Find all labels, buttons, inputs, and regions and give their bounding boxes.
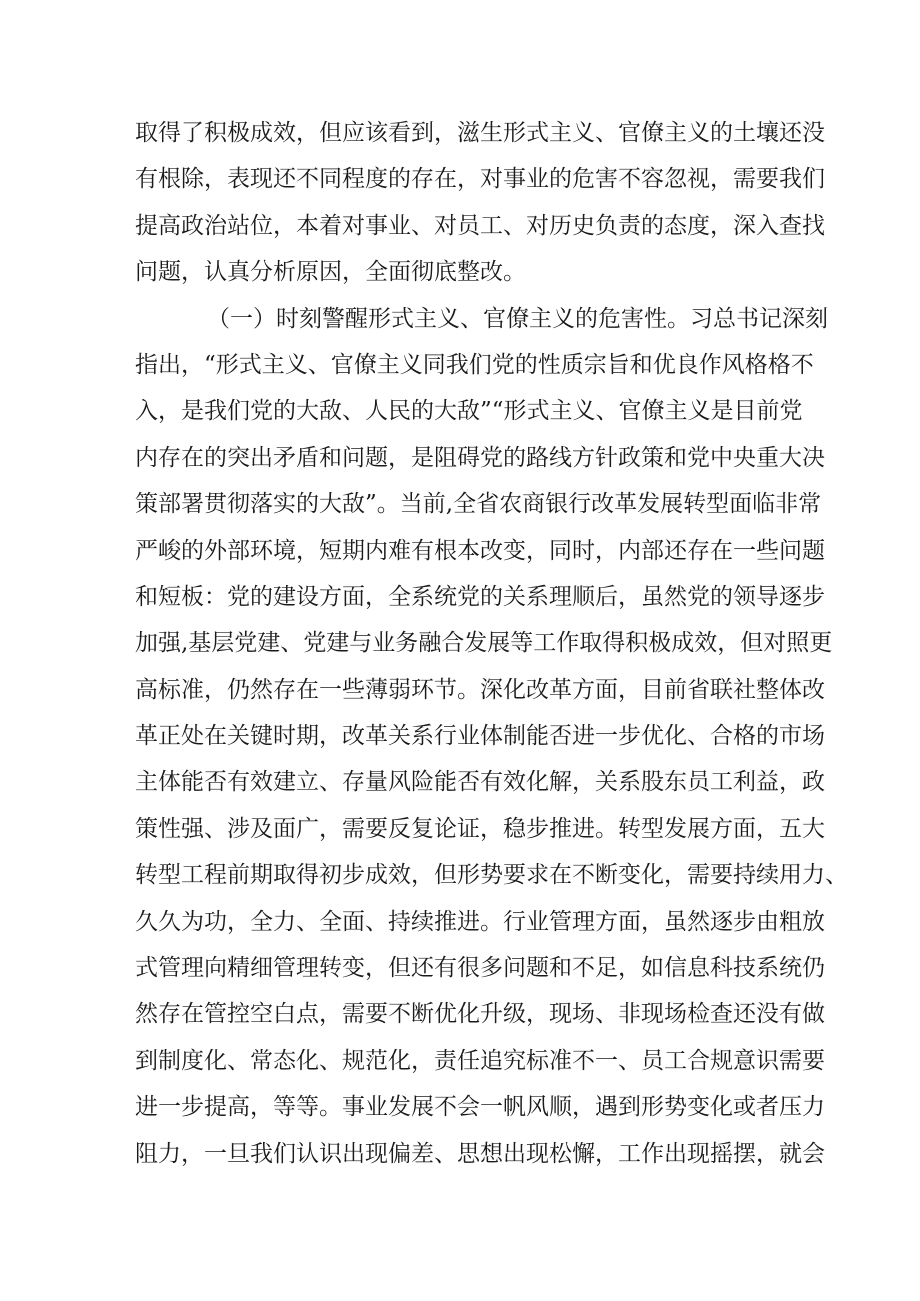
text-line: 和短板：党的建设方面，全系统党的关系理顺后，虽然党的领导逐步 [135, 583, 825, 610]
text-line: 到制度化、常态化、规范化，责任追究标准不一、员工合规意识需要 [135, 1047, 825, 1074]
body-text [135, 110, 848, 1177]
text-line: 高标准，仍然存在一些薄弱环节。深化改革方面，目前省联社整体改 [135, 676, 825, 703]
text-line: 阻力，一旦我们认识出现偏差、思想出现松懈，工作出现摇摆，就会 [135, 1140, 825, 1167]
text-line: 策部署贯彻落实的大敌”。当前,全省农商银行改革发展转型面临非常 [135, 491, 822, 518]
text-line: 问题，认真分析原因，全面彻底整改。 [135, 259, 526, 286]
text-line: 提高政治站位，本着对事业、对员工、对历史负责的态度，深入查找 [135, 212, 825, 239]
text-line: 严峻的外部环境，短期内难有根本改变，同时，内部还存在一些问题 [135, 537, 825, 564]
text-line: 加强,基层党建、党建与业务融合发展等工作取得积极成效，但对照更 [135, 630, 833, 657]
text-line: 主体能否有效建立、存量风险能否有效化解，关系股东员工利益，政 [135, 769, 825, 796]
text-line: 进一步提高，等等。事业发展不会一帆风顺，遇到形势变化或者压力 [135, 1094, 825, 1121]
text-line: 取得了积极成效，但应该看到，滋生形式主义、官僚主义的土壤还没 [135, 120, 825, 146]
text-line: 转型工程前期取得初步成效，但形势要求在不断变化，需要持续用力、 [135, 862, 848, 889]
text-line: 式管理向精细管理转变，但还有很多问题和不足，如信息科技系统仍 [135, 955, 825, 982]
text-line: 入，是我们党的大敌、人民的大敌”“形式主义、官僚主义是目前党 [135, 398, 803, 425]
text-line: 内存在的突出矛盾和问题，是阻碍党的路线方针政策和党中央重大决 [135, 444, 825, 471]
text-line: 策性强、涉及面广，需要反复论证，稳步推进。转型发展方面，五大 [135, 815, 825, 842]
text-line: 指出，“形式主义、官僚主义同我们党的性质宗旨和优良作风格格不 [135, 351, 814, 378]
text-line: 然存在管控空白点，需要不断优化升级，现场、非现场检查还没有做 [135, 1001, 825, 1028]
text-line: 革正处在关键时期，改革关系行业体制能否进一步优化、合格的市场 [135, 723, 825, 750]
section-heading-line: （一）时刻警醒形式主义、官僚主义的危害性。习总书记深刻 [207, 305, 828, 332]
text-line: 久久为功，全力、全面、持续推进。行业管理方面，虽然逐步由粗放 [135, 908, 825, 935]
text-line: 有根除，表现还不同程度的存在，对事业的危害不容忽视，需要我们 [135, 166, 825, 193]
